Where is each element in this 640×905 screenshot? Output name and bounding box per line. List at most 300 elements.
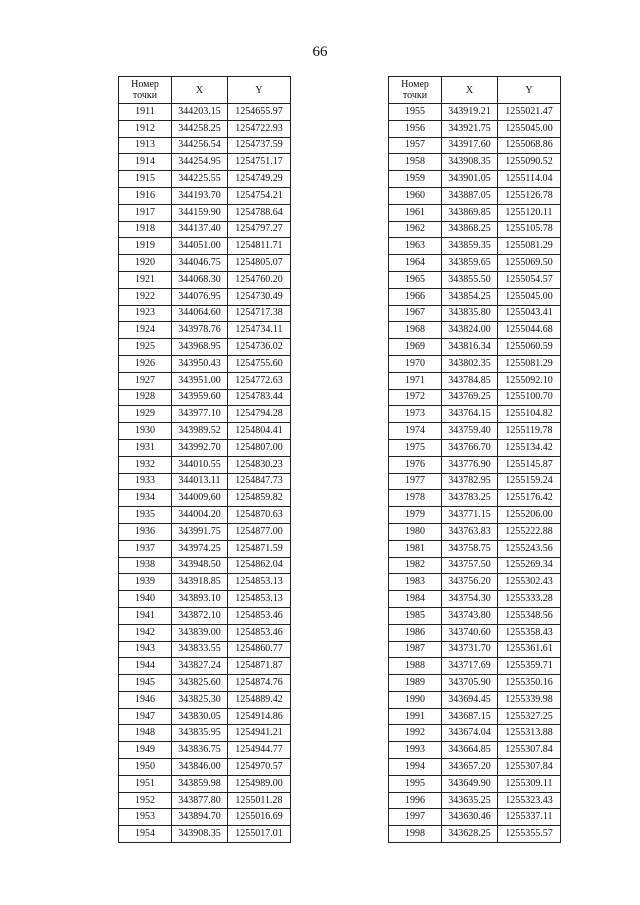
column-header-point-line1: Номер bbox=[131, 79, 159, 90]
point-number-cell: 1966 bbox=[389, 288, 442, 305]
point-number-cell: 1923 bbox=[119, 305, 172, 322]
y-coordinate-cell: 1254860.77 bbox=[228, 641, 291, 658]
point-number-cell: 1964 bbox=[389, 255, 442, 272]
point-number-cell: 1979 bbox=[389, 507, 442, 524]
x-coordinate-cell: 344068.30 bbox=[172, 271, 228, 288]
point-number-cell: 1980 bbox=[389, 523, 442, 540]
x-coordinate-cell: 343989.52 bbox=[172, 423, 228, 440]
point-number-cell: 1944 bbox=[119, 658, 172, 675]
y-coordinate-cell: 1254853.46 bbox=[228, 624, 291, 641]
point-number-cell: 1936 bbox=[119, 523, 172, 540]
point-number-cell: 1945 bbox=[119, 675, 172, 692]
y-coordinate-cell: 1255114.04 bbox=[498, 171, 561, 188]
y-coordinate-cell: 1254877.00 bbox=[228, 523, 291, 540]
y-coordinate-cell: 1254804.41 bbox=[228, 423, 291, 440]
point-number-cell: 1934 bbox=[119, 490, 172, 507]
x-coordinate-cell: 343649.90 bbox=[442, 775, 498, 792]
table-row bbox=[389, 355, 561, 372]
table-row bbox=[389, 339, 561, 356]
table-row bbox=[119, 423, 291, 440]
y-coordinate-cell: 1254788.64 bbox=[228, 204, 291, 221]
table-row bbox=[119, 204, 291, 221]
x-coordinate-cell: 343784.85 bbox=[442, 372, 498, 389]
table-row bbox=[119, 624, 291, 641]
table-row bbox=[389, 658, 561, 675]
point-number-cell: 1960 bbox=[389, 187, 442, 204]
point-number-cell: 1925 bbox=[119, 339, 172, 356]
y-coordinate-cell: 1255358.43 bbox=[498, 624, 561, 641]
table-row bbox=[119, 725, 291, 742]
table-row bbox=[389, 792, 561, 809]
table-row bbox=[119, 691, 291, 708]
x-coordinate-cell: 343992.70 bbox=[172, 439, 228, 456]
table-row bbox=[389, 271, 561, 288]
x-coordinate-cell: 343877.80 bbox=[172, 792, 228, 809]
y-coordinate-cell: 1255145.87 bbox=[498, 456, 561, 473]
x-coordinate-cell: 343687.15 bbox=[442, 708, 498, 725]
table-row bbox=[119, 238, 291, 255]
point-number-cell: 1946 bbox=[119, 691, 172, 708]
y-coordinate-cell: 1254754.21 bbox=[228, 187, 291, 204]
table-header-row bbox=[119, 77, 291, 104]
table-row bbox=[389, 187, 561, 204]
point-number-cell: 1990 bbox=[389, 691, 442, 708]
point-number-cell: 1912 bbox=[119, 120, 172, 137]
x-coordinate-cell: 343756.20 bbox=[442, 574, 498, 591]
table-row bbox=[119, 641, 291, 658]
point-number-cell: 1915 bbox=[119, 171, 172, 188]
point-number-cell: 1987 bbox=[389, 641, 442, 658]
table-row bbox=[119, 557, 291, 574]
point-number-cell: 1956 bbox=[389, 120, 442, 137]
point-number-cell: 1977 bbox=[389, 473, 442, 490]
x-coordinate-cell: 344254.95 bbox=[172, 154, 228, 171]
x-coordinate-cell: 343766.70 bbox=[442, 439, 498, 456]
y-coordinate-cell: 1255348.56 bbox=[498, 607, 561, 624]
y-coordinate-cell: 1254853.13 bbox=[228, 574, 291, 591]
point-number-cell: 1938 bbox=[119, 557, 172, 574]
table-row bbox=[389, 204, 561, 221]
y-coordinate-cell: 1255269.34 bbox=[498, 557, 561, 574]
column-header-point-line2: точки bbox=[402, 90, 428, 101]
table-row bbox=[119, 137, 291, 154]
table-row bbox=[389, 507, 561, 524]
y-coordinate-cell: 1254755.60 bbox=[228, 355, 291, 372]
x-coordinate-cell: 344203.15 bbox=[172, 104, 228, 121]
x-coordinate-cell: 343908.35 bbox=[442, 154, 498, 171]
y-coordinate-cell: 1254874.76 bbox=[228, 675, 291, 692]
y-coordinate-cell: 1255090.52 bbox=[498, 154, 561, 171]
x-coordinate-cell: 343872.10 bbox=[172, 607, 228, 624]
x-coordinate-cell: 343771.15 bbox=[442, 507, 498, 524]
table-row bbox=[389, 490, 561, 507]
table-row bbox=[119, 490, 291, 507]
point-number-cell: 1930 bbox=[119, 423, 172, 440]
y-coordinate-cell: 1254797.27 bbox=[228, 221, 291, 238]
table-row bbox=[119, 607, 291, 624]
x-coordinate-cell: 344137.40 bbox=[172, 221, 228, 238]
table-row bbox=[389, 775, 561, 792]
y-coordinate-cell: 1255119.78 bbox=[498, 423, 561, 440]
y-coordinate-cell: 1255134.42 bbox=[498, 439, 561, 456]
x-coordinate-cell: 343968.95 bbox=[172, 339, 228, 356]
x-coordinate-cell: 343827.24 bbox=[172, 658, 228, 675]
point-number-cell: 1922 bbox=[119, 288, 172, 305]
y-coordinate-cell: 1255339.98 bbox=[498, 691, 561, 708]
point-number-cell: 1994 bbox=[389, 759, 442, 776]
y-coordinate-cell: 1254805.07 bbox=[228, 255, 291, 272]
coordinates-table-left bbox=[118, 76, 291, 843]
table-row bbox=[119, 406, 291, 423]
point-number-cell: 1985 bbox=[389, 607, 442, 624]
x-coordinate-cell: 343854.25 bbox=[442, 288, 498, 305]
point-number-cell: 1940 bbox=[119, 591, 172, 608]
y-coordinate-cell: 1255323.43 bbox=[498, 792, 561, 809]
y-coordinate-cell: 1254737.59 bbox=[228, 137, 291, 154]
point-number-cell: 1991 bbox=[389, 708, 442, 725]
y-coordinate-cell: 1254807.00 bbox=[228, 439, 291, 456]
y-coordinate-cell: 1254783.44 bbox=[228, 389, 291, 406]
x-coordinate-cell: 343776.90 bbox=[442, 456, 498, 473]
y-coordinate-cell: 1255355.57 bbox=[498, 826, 561, 843]
x-coordinate-cell: 343833.55 bbox=[172, 641, 228, 658]
point-number-cell: 1954 bbox=[119, 826, 172, 843]
x-coordinate-cell: 343743.80 bbox=[442, 607, 498, 624]
table-row bbox=[389, 742, 561, 759]
coordinates-table-right bbox=[388, 76, 561, 843]
x-coordinate-cell: 343901.05 bbox=[442, 171, 498, 188]
point-number-cell: 1965 bbox=[389, 271, 442, 288]
x-coordinate-cell: 344258.25 bbox=[172, 120, 228, 137]
table-row bbox=[119, 221, 291, 238]
table-row bbox=[389, 809, 561, 826]
table-row bbox=[389, 322, 561, 339]
y-coordinate-cell: 1255159.24 bbox=[498, 473, 561, 490]
point-number-cell: 1961 bbox=[389, 204, 442, 221]
y-coordinate-cell: 1255176.42 bbox=[498, 490, 561, 507]
y-coordinate-cell: 1255333.28 bbox=[498, 591, 561, 608]
x-coordinate-cell: 343918.85 bbox=[172, 574, 228, 591]
column-header-x: X bbox=[442, 77, 498, 104]
table-row bbox=[119, 708, 291, 725]
x-coordinate-cell: 343769.25 bbox=[442, 389, 498, 406]
x-coordinate-cell: 343978.76 bbox=[172, 322, 228, 339]
y-coordinate-cell: 1254871.59 bbox=[228, 540, 291, 557]
y-coordinate-cell: 1255120.11 bbox=[498, 204, 561, 221]
x-coordinate-cell: 343977.10 bbox=[172, 406, 228, 423]
x-coordinate-cell: 343657.20 bbox=[442, 759, 498, 776]
x-coordinate-cell: 344010.55 bbox=[172, 456, 228, 473]
point-number-cell: 1978 bbox=[389, 490, 442, 507]
table-row bbox=[389, 238, 561, 255]
point-number-cell: 1913 bbox=[119, 137, 172, 154]
table-row bbox=[119, 171, 291, 188]
y-coordinate-cell: 1254811.71 bbox=[228, 238, 291, 255]
table-row bbox=[119, 271, 291, 288]
x-coordinate-cell: 343824.00 bbox=[442, 322, 498, 339]
point-number-cell: 1983 bbox=[389, 574, 442, 591]
point-number-cell: 1931 bbox=[119, 439, 172, 456]
y-coordinate-cell: 1254944.77 bbox=[228, 742, 291, 759]
table-row bbox=[389, 221, 561, 238]
x-coordinate-cell: 343802.35 bbox=[442, 355, 498, 372]
table-row bbox=[119, 322, 291, 339]
table-row bbox=[389, 120, 561, 137]
point-number-cell: 1963 bbox=[389, 238, 442, 255]
y-coordinate-cell: 1255045.00 bbox=[498, 120, 561, 137]
point-number-cell: 1970 bbox=[389, 355, 442, 372]
point-number-cell: 1942 bbox=[119, 624, 172, 641]
table-row bbox=[119, 288, 291, 305]
table-row bbox=[119, 255, 291, 272]
x-coordinate-cell: 343951.00 bbox=[172, 372, 228, 389]
point-number-cell: 1959 bbox=[389, 171, 442, 188]
x-coordinate-cell: 343908.35 bbox=[172, 826, 228, 843]
point-number-cell: 1937 bbox=[119, 540, 172, 557]
point-number-cell: 1952 bbox=[119, 792, 172, 809]
x-coordinate-cell: 343959.60 bbox=[172, 389, 228, 406]
page-number: 66 bbox=[312, 44, 328, 60]
x-coordinate-cell: 343664.85 bbox=[442, 742, 498, 759]
x-coordinate-cell: 343835.80 bbox=[442, 305, 498, 322]
point-number-cell: 1976 bbox=[389, 456, 442, 473]
x-coordinate-cell: 343974.25 bbox=[172, 540, 228, 557]
point-number-cell: 1928 bbox=[119, 389, 172, 406]
table-row bbox=[389, 725, 561, 742]
x-coordinate-cell: 343919.21 bbox=[442, 104, 498, 121]
y-coordinate-cell: 1255069.50 bbox=[498, 255, 561, 272]
y-coordinate-cell: 1254655.97 bbox=[228, 104, 291, 121]
y-coordinate-cell: 1254914.86 bbox=[228, 708, 291, 725]
y-coordinate-cell: 1254717.38 bbox=[228, 305, 291, 322]
table-row bbox=[389, 439, 561, 456]
column-header-y: Y bbox=[498, 77, 561, 104]
point-number-cell: 1989 bbox=[389, 675, 442, 692]
point-number-cell: 1911 bbox=[119, 104, 172, 121]
table-row bbox=[389, 826, 561, 843]
table-row bbox=[119, 389, 291, 406]
x-coordinate-cell: 343859.35 bbox=[442, 238, 498, 255]
y-coordinate-cell: 1255100.70 bbox=[498, 389, 561, 406]
point-number-cell: 1986 bbox=[389, 624, 442, 641]
y-coordinate-cell: 1255309.11 bbox=[498, 775, 561, 792]
y-coordinate-cell: 1255307.84 bbox=[498, 742, 561, 759]
point-number-cell: 1971 bbox=[389, 372, 442, 389]
point-number-cell: 1998 bbox=[389, 826, 442, 843]
table-row bbox=[389, 708, 561, 725]
table-row bbox=[119, 742, 291, 759]
y-coordinate-cell: 1255021.47 bbox=[498, 104, 561, 121]
table-row bbox=[389, 288, 561, 305]
x-coordinate-cell: 343921.75 bbox=[442, 120, 498, 137]
point-number-cell: 1953 bbox=[119, 809, 172, 826]
y-coordinate-cell: 1255126.78 bbox=[498, 187, 561, 204]
y-coordinate-cell: 1255350.16 bbox=[498, 675, 561, 692]
table-row bbox=[389, 759, 561, 776]
x-coordinate-cell: 343839.00 bbox=[172, 624, 228, 641]
y-coordinate-cell: 1254830.23 bbox=[228, 456, 291, 473]
point-number-cell: 1929 bbox=[119, 406, 172, 423]
x-coordinate-cell: 343894.70 bbox=[172, 809, 228, 826]
x-coordinate-cell: 344064.60 bbox=[172, 305, 228, 322]
x-coordinate-cell: 343764.15 bbox=[442, 406, 498, 423]
table-row bbox=[389, 423, 561, 440]
y-coordinate-cell: 1255302.43 bbox=[498, 574, 561, 591]
table-row bbox=[389, 624, 561, 641]
point-number-cell: 1924 bbox=[119, 322, 172, 339]
point-number-cell: 1935 bbox=[119, 507, 172, 524]
point-number-cell: 1921 bbox=[119, 271, 172, 288]
x-coordinate-cell: 344013.11 bbox=[172, 473, 228, 490]
point-number-cell: 1927 bbox=[119, 372, 172, 389]
x-coordinate-cell: 343705.90 bbox=[442, 675, 498, 692]
table-row bbox=[119, 591, 291, 608]
x-coordinate-cell: 344225.55 bbox=[172, 171, 228, 188]
y-coordinate-cell: 1254871.87 bbox=[228, 658, 291, 675]
table-row bbox=[389, 305, 561, 322]
table-row bbox=[119, 540, 291, 557]
x-coordinate-cell: 343783.25 bbox=[442, 490, 498, 507]
table-row bbox=[389, 171, 561, 188]
point-number-cell: 1975 bbox=[389, 439, 442, 456]
y-coordinate-cell: 1255361.61 bbox=[498, 641, 561, 658]
point-number-cell: 1958 bbox=[389, 154, 442, 171]
point-number-cell: 1951 bbox=[119, 775, 172, 792]
table-row bbox=[119, 305, 291, 322]
x-coordinate-cell: 343630.46 bbox=[442, 809, 498, 826]
x-coordinate-cell: 344004.20 bbox=[172, 507, 228, 524]
x-coordinate-cell: 343694.45 bbox=[442, 691, 498, 708]
point-number-cell: 1968 bbox=[389, 322, 442, 339]
table-row bbox=[119, 809, 291, 826]
x-coordinate-cell: 343731.70 bbox=[442, 641, 498, 658]
x-coordinate-cell: 343830.05 bbox=[172, 708, 228, 725]
y-coordinate-cell: 1255045.00 bbox=[498, 288, 561, 305]
y-coordinate-cell: 1255068.86 bbox=[498, 137, 561, 154]
table-row bbox=[389, 523, 561, 540]
column-header-point-line2: точки bbox=[132, 90, 158, 101]
table-row bbox=[389, 675, 561, 692]
x-coordinate-cell: 343948.50 bbox=[172, 557, 228, 574]
y-coordinate-cell: 1254751.17 bbox=[228, 154, 291, 171]
table-row bbox=[119, 658, 291, 675]
x-coordinate-cell: 343825.60 bbox=[172, 675, 228, 692]
x-coordinate-cell: 343717.69 bbox=[442, 658, 498, 675]
table-header-row bbox=[389, 77, 561, 104]
table-row bbox=[119, 523, 291, 540]
y-coordinate-cell: 1255313.88 bbox=[498, 725, 561, 742]
point-number-cell: 1943 bbox=[119, 641, 172, 658]
x-coordinate-cell: 343758.75 bbox=[442, 540, 498, 557]
table-row bbox=[389, 607, 561, 624]
point-number-cell: 1996 bbox=[389, 792, 442, 809]
column-header-point bbox=[389, 77, 442, 104]
x-coordinate-cell: 343917.60 bbox=[442, 137, 498, 154]
point-number-cell: 1932 bbox=[119, 456, 172, 473]
point-number-cell: 1916 bbox=[119, 187, 172, 204]
x-coordinate-cell: 343991.75 bbox=[172, 523, 228, 540]
y-coordinate-cell: 1254760.20 bbox=[228, 271, 291, 288]
x-coordinate-cell: 343869.85 bbox=[442, 204, 498, 221]
table-row bbox=[119, 574, 291, 591]
point-number-cell: 1955 bbox=[389, 104, 442, 121]
x-coordinate-cell: 343859.65 bbox=[442, 255, 498, 272]
x-coordinate-cell: 343816.34 bbox=[442, 339, 498, 356]
point-number-cell: 1972 bbox=[389, 389, 442, 406]
point-number-cell: 1973 bbox=[389, 406, 442, 423]
table-row bbox=[389, 389, 561, 406]
y-coordinate-cell: 1254772.63 bbox=[228, 372, 291, 389]
x-coordinate-cell: 343628.25 bbox=[442, 826, 498, 843]
table-row bbox=[389, 473, 561, 490]
x-coordinate-cell: 343893.10 bbox=[172, 591, 228, 608]
table-row bbox=[389, 255, 561, 272]
column-header-x: X bbox=[172, 77, 228, 104]
y-coordinate-cell: 1254862.04 bbox=[228, 557, 291, 574]
table-row bbox=[119, 187, 291, 204]
point-number-cell: 1981 bbox=[389, 540, 442, 557]
point-number-cell: 1967 bbox=[389, 305, 442, 322]
x-coordinate-cell: 344256.54 bbox=[172, 137, 228, 154]
y-coordinate-cell: 1255081.29 bbox=[498, 355, 561, 372]
x-coordinate-cell: 344193.70 bbox=[172, 187, 228, 204]
point-number-cell: 1919 bbox=[119, 238, 172, 255]
table-row bbox=[119, 439, 291, 456]
y-coordinate-cell: 1255359.71 bbox=[498, 658, 561, 675]
x-coordinate-cell: 343635.25 bbox=[442, 792, 498, 809]
table-row bbox=[119, 675, 291, 692]
point-number-cell: 1988 bbox=[389, 658, 442, 675]
point-number-cell: 1984 bbox=[389, 591, 442, 608]
x-coordinate-cell: 343782.95 bbox=[442, 473, 498, 490]
table-row bbox=[119, 372, 291, 389]
table-row bbox=[119, 104, 291, 121]
x-coordinate-cell: 344051.00 bbox=[172, 238, 228, 255]
y-coordinate-cell: 1254970.57 bbox=[228, 759, 291, 776]
y-coordinate-cell: 1254722.93 bbox=[228, 120, 291, 137]
table-row bbox=[389, 540, 561, 557]
x-coordinate-cell: 343754.30 bbox=[442, 591, 498, 608]
table-row bbox=[389, 406, 561, 423]
table-row bbox=[389, 104, 561, 121]
column-header-point bbox=[119, 77, 172, 104]
x-coordinate-cell: 344076.95 bbox=[172, 288, 228, 305]
column-header-y: Y bbox=[228, 77, 291, 104]
point-number-cell: 1933 bbox=[119, 473, 172, 490]
column-header-point-line1: Номер bbox=[401, 79, 429, 90]
y-coordinate-cell: 1254736.02 bbox=[228, 339, 291, 356]
point-number-cell: 1939 bbox=[119, 574, 172, 591]
y-coordinate-cell: 1254749.29 bbox=[228, 171, 291, 188]
y-coordinate-cell: 1255017.01 bbox=[228, 826, 291, 843]
x-coordinate-cell: 343887.05 bbox=[442, 187, 498, 204]
x-coordinate-cell: 343868.25 bbox=[442, 221, 498, 238]
x-coordinate-cell: 343859.98 bbox=[172, 775, 228, 792]
table-row bbox=[389, 557, 561, 574]
y-coordinate-cell: 1254941.21 bbox=[228, 725, 291, 742]
table-row bbox=[119, 456, 291, 473]
y-coordinate-cell: 1255104.82 bbox=[498, 406, 561, 423]
y-coordinate-cell: 1254870.63 bbox=[228, 507, 291, 524]
y-coordinate-cell: 1254853.46 bbox=[228, 607, 291, 624]
x-coordinate-cell: 343846.00 bbox=[172, 759, 228, 776]
table-row bbox=[389, 574, 561, 591]
point-number-cell: 1941 bbox=[119, 607, 172, 624]
y-coordinate-cell: 1254794.28 bbox=[228, 406, 291, 423]
y-coordinate-cell: 1255081.29 bbox=[498, 238, 561, 255]
x-coordinate-cell: 344159.90 bbox=[172, 204, 228, 221]
x-coordinate-cell: 344046.75 bbox=[172, 255, 228, 272]
